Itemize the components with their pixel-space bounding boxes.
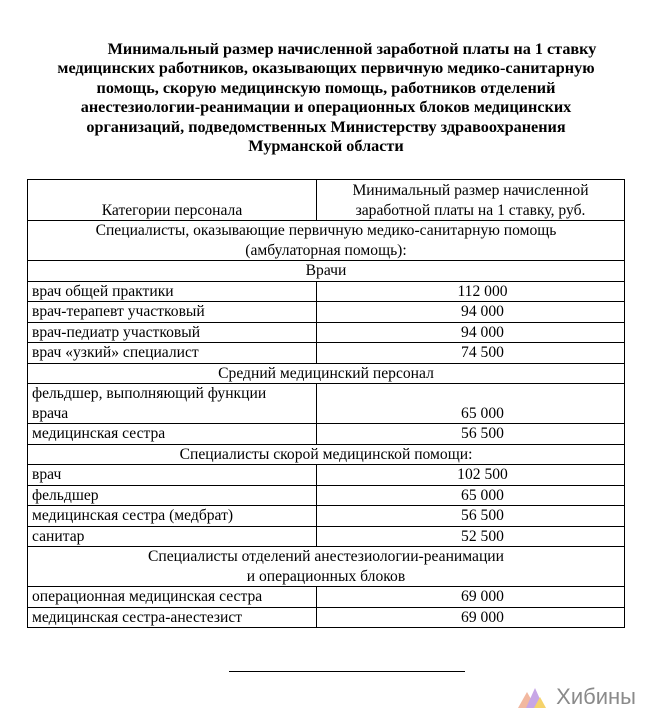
subsection-row [28, 261, 625, 282]
staff-name: операционная медицинская сестра [28, 587, 317, 608]
table-row [28, 343, 625, 364]
salary-value: 69 000 [317, 587, 625, 608]
title-line: организаций, подведомственных Министерству здравоохранения [86, 117, 566, 136]
section-row [28, 547, 625, 587]
staff-name: врач «узкий» специалист [28, 343, 317, 364]
salary-value: 112 000 [317, 281, 625, 302]
salary-value: 56 500 [317, 424, 625, 445]
staff-name: санитар [28, 526, 317, 547]
salary-value: 74 500 [317, 343, 625, 364]
footer-divider [229, 671, 465, 672]
table-row [28, 587, 625, 608]
staff-name: медицинская сестра-анестезист [28, 607, 317, 628]
subsection-doctors: Врачи [28, 261, 625, 282]
salary-value: 65 000 [317, 485, 625, 506]
staff-name: медицинская сестра (медбрат) [28, 506, 317, 527]
mountains-logo-icon [518, 686, 548, 708]
table-row [28, 424, 625, 445]
header-category: Категории персонала [28, 180, 317, 221]
watermark-text: Хибины [556, 684, 636, 709]
subsection-mid-staff: Средний медицинский персонал [28, 363, 625, 384]
table-row [28, 465, 625, 486]
staff-name: врач-педиатр участковый [28, 322, 317, 343]
table-row [28, 607, 625, 628]
document-title [20, 40, 632, 156]
staff-name: врач [28, 465, 317, 486]
salary-value: 52 500 [317, 526, 625, 547]
salary-value: 56 500 [317, 506, 625, 527]
salary-value: 65 000 [317, 384, 625, 424]
table-row [28, 384, 625, 424]
section-row [28, 444, 625, 465]
table-row [28, 302, 625, 323]
header-salary: Минимальный размер начисленной заработной платы на 1 ставку, руб. [317, 180, 625, 221]
title-line: анестезиологии-реанимации и операционных блоков медицинских [80, 98, 572, 117]
salary-value: 94 000 [317, 302, 625, 323]
section-anesthesia: Специалисты отделений анестезиологии-реанимации и операционных блоков [28, 547, 625, 587]
staff-name: фельдшер, выполняющий функции врача [28, 384, 317, 424]
salary-table [27, 179, 625, 628]
staff-name: врач общей практики [28, 281, 317, 302]
salary-value: 102 500 [317, 465, 625, 486]
table-row [28, 281, 625, 302]
staff-name: медицинская сестра [28, 424, 317, 445]
table-row [28, 506, 625, 527]
table-row [28, 485, 625, 506]
title-line: медицинских работников, оказывающих первичную медико-санитарную [57, 59, 595, 78]
watermark [518, 684, 636, 710]
staff-name: фельдшер [28, 485, 317, 506]
subsection-row [28, 363, 625, 384]
table-row [28, 322, 625, 343]
title-line: Мурманской области [248, 137, 404, 156]
section-ambulance: Специалисты скорой медицинской помощи: [28, 444, 625, 465]
table-header-row [28, 180, 625, 221]
section-primary-care: Специалисты, оказывающие первичную медико-санитарную помощь (амбулаторная помощь): [28, 221, 625, 261]
salary-value: 94 000 [317, 322, 625, 343]
table-row [28, 526, 625, 547]
title-line: Минимальный размер начисленной заработной платы на 1 ставку [107, 40, 597, 58]
section-row [28, 221, 625, 261]
salary-value: 69 000 [317, 607, 625, 628]
staff-name: врач-терапевт участковый [28, 302, 317, 323]
title-line: помощь, скорую медицинскую помощь, работников отделений [96, 78, 556, 97]
